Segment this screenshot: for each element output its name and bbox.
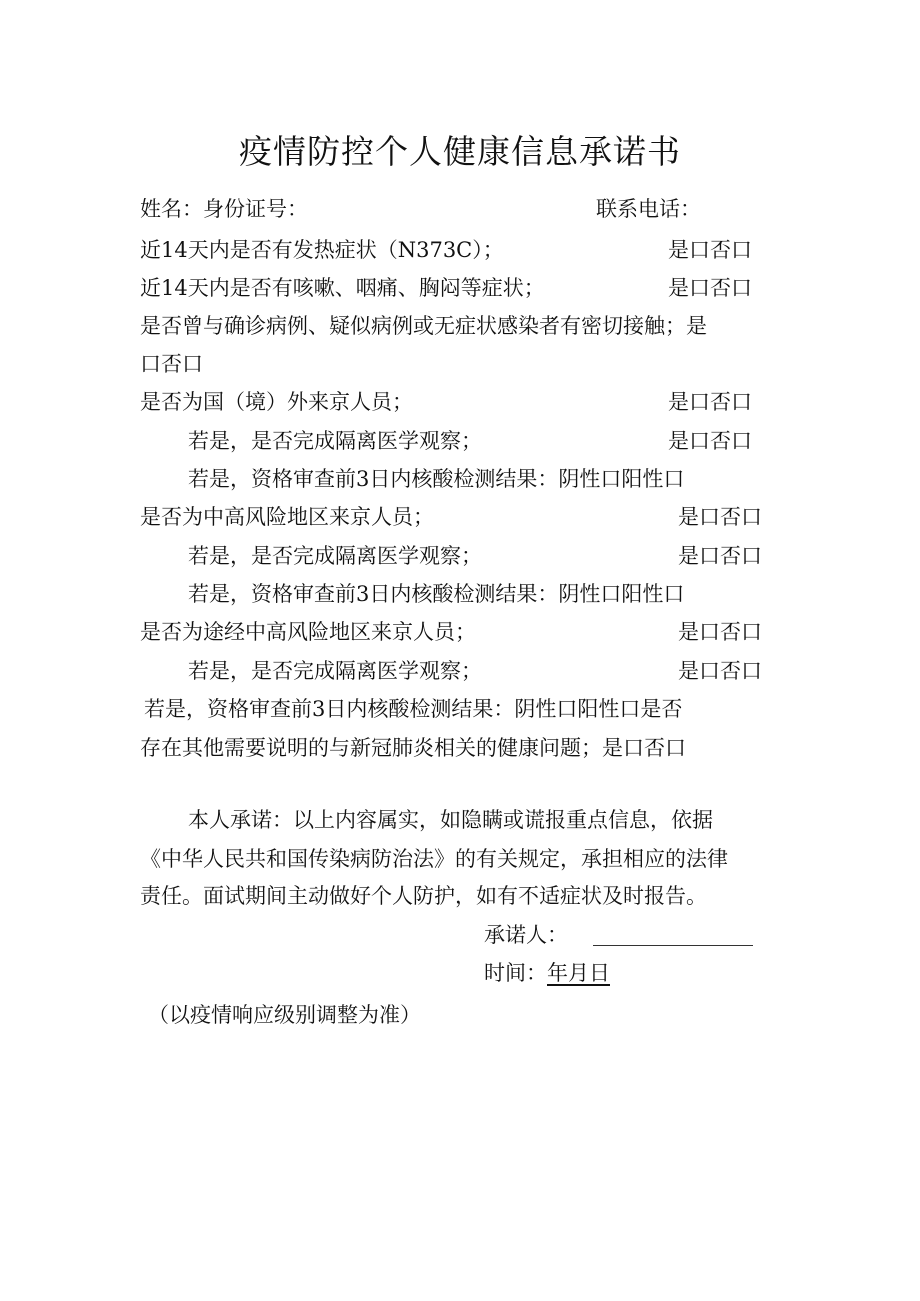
question-cough: 近14天内是否有咳嗽、咽痛、胸闷等症状； bbox=[140, 276, 545, 300]
question-fever-options: 是口否口 bbox=[668, 238, 752, 262]
question-other-health: 存在其他需要说明的与新冠肺炎相关的健康问题；是口否口 bbox=[140, 736, 686, 760]
question-transit-quarantine: 若是，是否完成隔离医学观察； bbox=[188, 659, 482, 683]
question-transit-options: 是口否口 bbox=[678, 620, 762, 644]
question-highrisk: 是否为中高风险地区来京人员； bbox=[140, 505, 434, 529]
question-overseas-quarantine: 若是，是否完成隔离医学观察； bbox=[188, 429, 482, 453]
question-overseas-quarantine-options: 是口否口 bbox=[668, 429, 752, 453]
promise-line-2: 《中华人民共和国传染病防治法》的有关规定，承担相应的法律 bbox=[140, 847, 728, 871]
signature-underline bbox=[593, 945, 753, 946]
footnote: （以疫情响应级别调整为准） bbox=[148, 1003, 421, 1027]
question-contact: 是否曾与确诊病例、疑似病例或无症状感染者有密切接触；是 bbox=[140, 314, 707, 338]
question-overseas-test: 若是，资格审查前3日内核酸检测结果：阴性口阳性口 bbox=[188, 467, 685, 491]
question-contact-options: 口否口 bbox=[140, 352, 203, 376]
promise-line-1: 本人承诺：以上内容属实，如隐瞒或谎报重点信息，依据 bbox=[188, 808, 713, 832]
document-title: 疫情防控个人健康信息承诺书 bbox=[239, 132, 681, 171]
question-cough-options: 是口否口 bbox=[668, 276, 752, 300]
question-transit-quarantine-options: 是口否口 bbox=[678, 659, 762, 683]
question-transit: 是否为途经中高风险地区来京人员； bbox=[140, 620, 476, 644]
question-overseas-options: 是口否口 bbox=[668, 390, 752, 414]
question-overseas: 是否为国（境）外来京人员； bbox=[140, 390, 413, 414]
promise-line-3: 责任。面试期间主动做好个人防护，如有不适症状及时报告。 bbox=[140, 884, 707, 908]
signer-label: 承诺人： bbox=[484, 923, 568, 947]
time-value: 年月日 bbox=[547, 961, 610, 985]
name-id-label: 姓名：身份证号： bbox=[140, 197, 308, 221]
question-highrisk-test: 若是，资格审查前3日内核酸检测结果：阴性口阳性口 bbox=[188, 582, 685, 606]
question-fever: 近14天内是否有发热症状（N373C）； bbox=[140, 238, 504, 262]
time-label: 时间： bbox=[484, 961, 547, 985]
question-highrisk-options: 是口否口 bbox=[678, 505, 762, 529]
phone-label: 联系电话： bbox=[596, 197, 701, 221]
question-highrisk-quarantine-options: 是口否口 bbox=[678, 544, 762, 568]
question-highrisk-quarantine: 若是，是否完成隔离医学观察； bbox=[188, 544, 482, 568]
question-transit-test: 若是，资格审查前3日内核酸检测结果：阴性口阳性口是否 bbox=[144, 697, 683, 721]
time-row bbox=[484, 954, 610, 992]
